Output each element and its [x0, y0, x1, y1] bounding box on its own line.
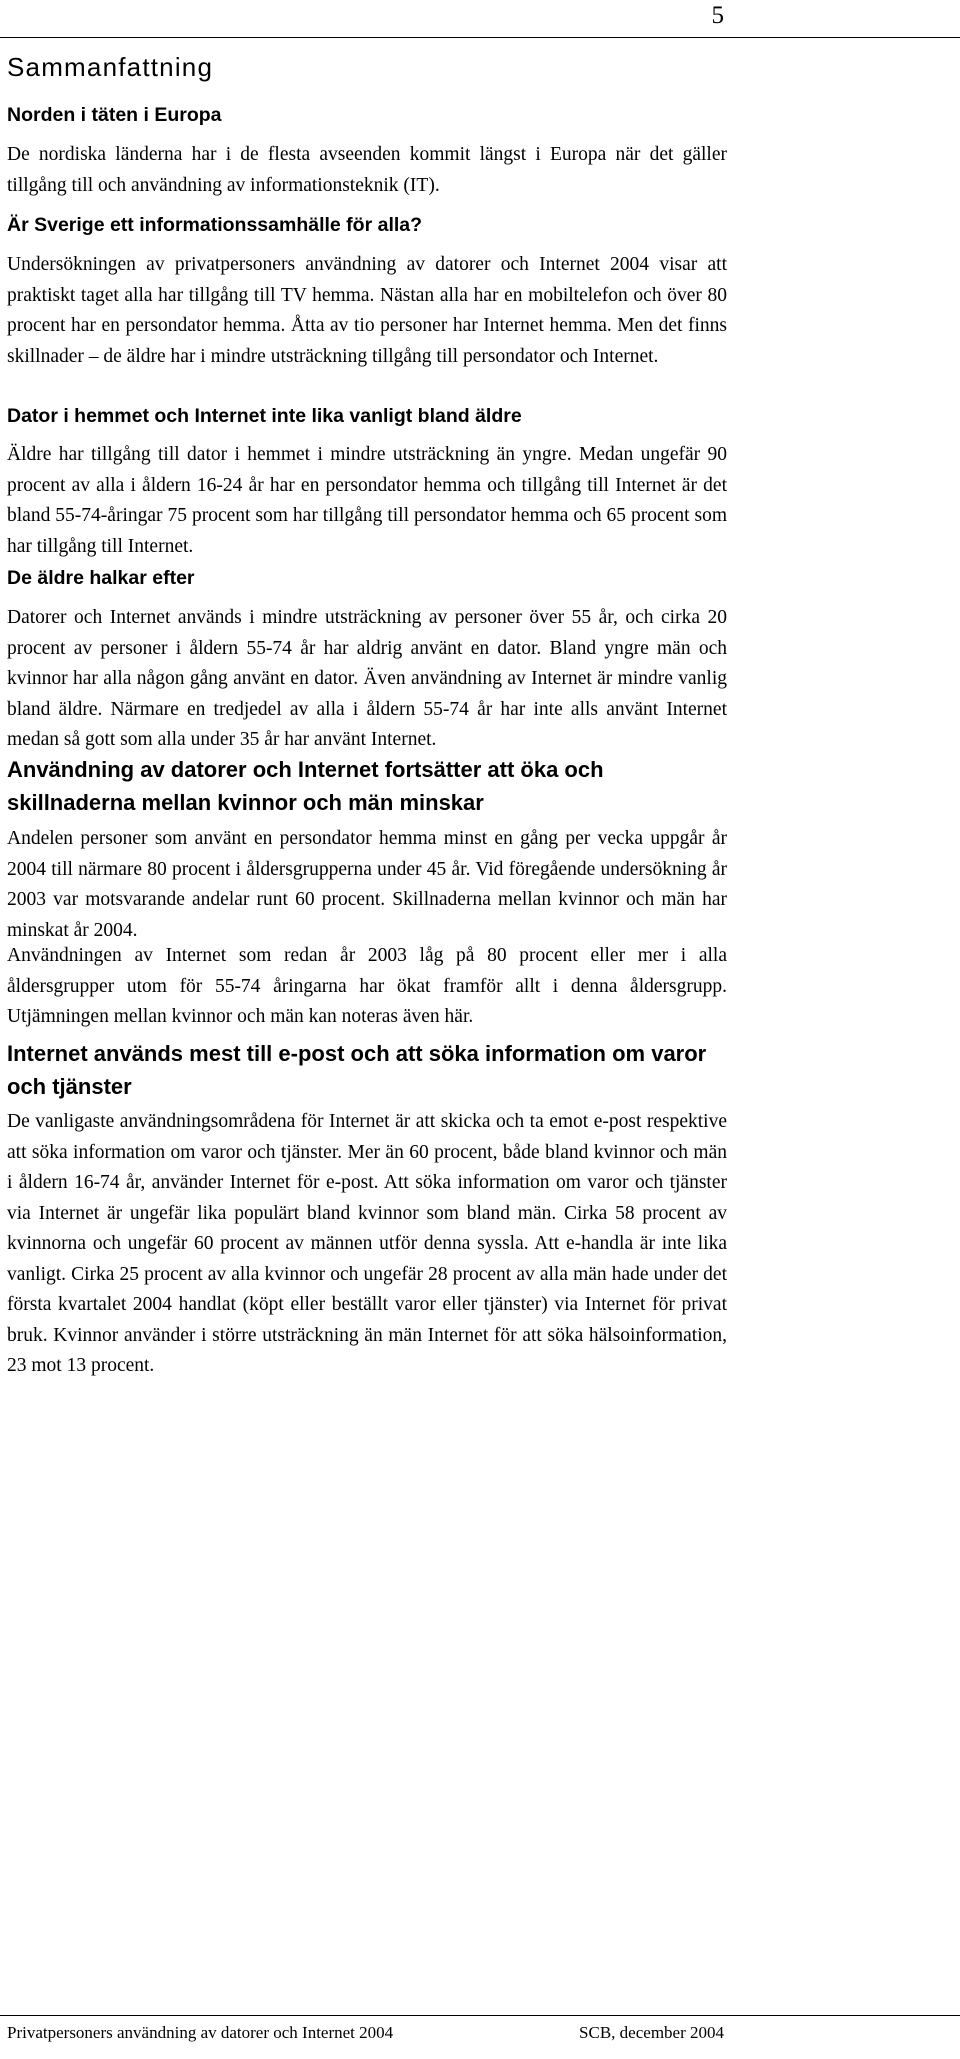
- header-rule: [0, 37, 960, 38]
- paragraph: De vanligaste användningsområdena för Internet är att skicka och ta emot e-post respektive att söka information om varor och tjänster. Mer än 60 procent, både bland kvinnor och män i åldern 16-74 år, använder Internet för e-post. Att söka information om varor och tjänster via Internet är ungefär lika populärt bland kvinnor som bland män. Cirka 58 procent av kvinnorna och ungefär 60 procent av männen utför denna syssla. Att e-handla är inte lika vanligt. Cirka 25 procent av alla kvinnor och ungefär 28 procent av alla män hade under det första kvartalet 2004 handlat (köpt eller beställt varor eller tjänster) via Internet för privat bruk. Kvinnor använder i större utsträckning än män Internet för att söka hälsoinformation, 23 mot 13 procent.: [7, 1111, 727, 1376]
- section-anvandning-okar-body-2: [7, 941, 727, 1033]
- section-heading: Är Sverige ett informationssamhälle för alla?: [7, 214, 423, 236]
- section-norden: [7, 100, 727, 130]
- section-aldre-halkar-efter-body: [7, 603, 727, 756]
- section-e-post: [7, 1037, 727, 1103]
- section-heading: Internet används mest till e-post och att söka information om varor och tjänster: [7, 1041, 707, 1099]
- footer-publication: Privatpersoners användning av datorer och Internet 2004: [7, 2023, 394, 2042]
- section-dator-i-hemmet-body: [7, 440, 727, 562]
- section-aldre-halkar-efter: [7, 563, 727, 593]
- footer-rule: [0, 2015, 960, 2016]
- footer-publisher-date: SCB, december 2004: [579, 2023, 724, 2042]
- page-number: 5: [711, 2, 724, 29]
- section-anvandning-okar: [7, 753, 727, 819]
- section-heading: Norden i täten i Europa: [7, 104, 222, 126]
- paragraph: Undersökningen av privatpersoners användning av datorer och Internet 2004 visar att praktiskt taget alla har tillgång till TV hemma. Nästan alla har en mobiltelefon och över 80 procent har en persondator hemma. Åtta av tio personer har Internet hemma. Men det finns skillnader – de äldre har i mindre utsträckning tillgång till persondator och Internet.: [7, 254, 727, 367]
- section-heading: Användning av datorer och Internet fortsätter att öka och skillnaderna mellan kvinnor och män minskar: [7, 757, 604, 815]
- paragraph: De nordiska länderna har i de flesta avseenden kommit längst i Europa när det gäller tillgång till och användning av informationsteknik (IT).: [7, 144, 727, 196]
- paragraph: Äldre har tillgång till dator i hemmet i mindre utsträckning än yngre. Medan ungefär 90 procent av alla i åldern 16-24 år har en persondator hemma och tillgång till Internet är det bland 55-74-åringar 75 procent som har tillgång till persondator hemma och 65 procent som har tillgång till Internet.: [7, 444, 727, 557]
- section-heading: Dator i hemmet och Internet inte lika vanligt bland äldre: [7, 405, 522, 427]
- section-norden-body: [7, 140, 727, 201]
- section-dator-i-hemmet: [7, 401, 727, 431]
- section-anvandning-okar-body-1: [7, 824, 727, 946]
- section-e-post-body: [7, 1107, 727, 1382]
- page-title: Sammanfattning: [7, 52, 214, 82]
- section-informationssamhalle: [7, 210, 727, 240]
- paragraph: Användningen av Internet som redan år 2003 låg på 80 procent eller mer i alla åldersgrupper utom för 55-74 åringarna har ökat framför allt i denna åldersgrupp. Utjämningen mellan kvinnor och män kan noteras även här.: [7, 945, 727, 1027]
- section-informationssamhalle-body: [7, 250, 727, 372]
- section-heading: De äldre halkar efter: [7, 567, 195, 589]
- paragraph: Datorer och Internet används i mindre utsträckning av personer över 55 år, och cirka 20 procent av personer i åldern 55-74 år har aldrig använt en dator. Bland yngre män och kvinnor har alla någon gång använt en dator. Även användning av Internet är mindre vanlig bland äldre. Närmare en tredjedel av alla i åldern 55-74 år har inte alls använt Internet medan så gott som alla under 35 år har använt Internet.: [7, 607, 727, 750]
- paragraph: Andelen personer som använt en persondator hemma minst en gång per vecka uppgår år 2004 till närmare 80 procent i åldersgrupperna under 45 år. Vid föregående undersökning år 2003 var motsvarande andelar runt 60 procent. Skillnaderna mellan kvinnor och män har minskat år 2004.: [7, 828, 727, 941]
